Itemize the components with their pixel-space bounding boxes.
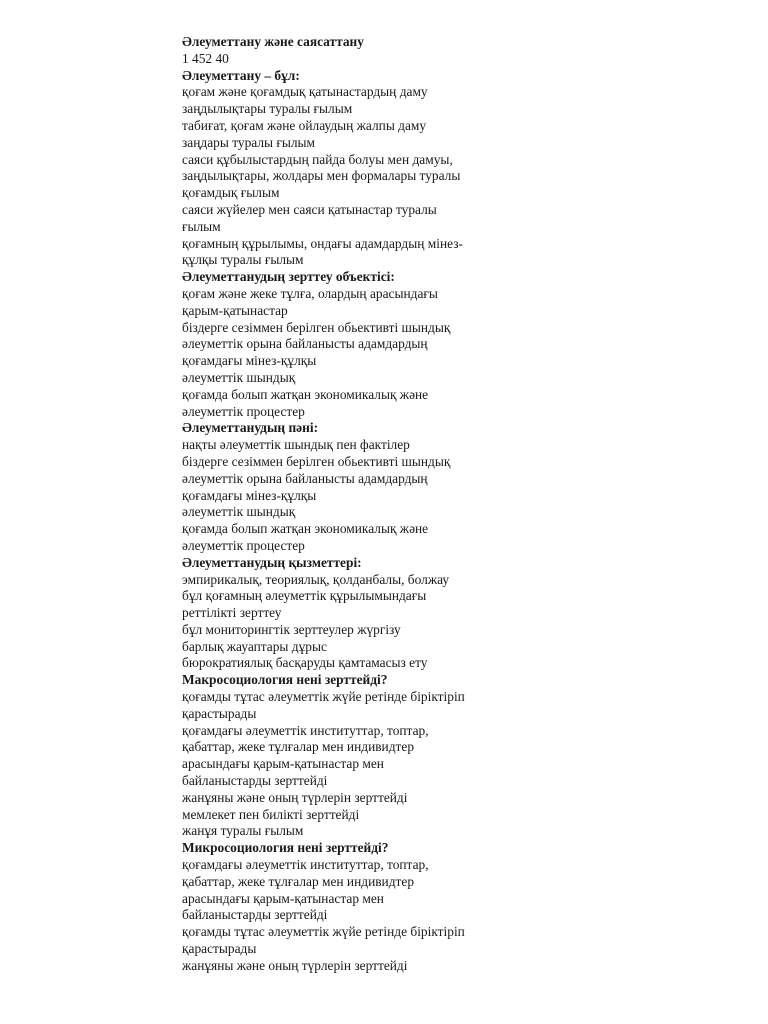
section-functions — [182, 555, 722, 673]
section-definition — [182, 68, 722, 270]
text-line: әлеуметтік процестер — [182, 403, 305, 419]
text-line: қоғам және жеке тұлға, олардың арасындағы — [182, 285, 438, 301]
text-line: заңдылықтары туралы ғылым — [182, 101, 353, 117]
text-line: саяси құбылыстардың пайда болуы мен дамуы, — [182, 151, 453, 167]
text-line: байланыстарды зерттейді — [182, 773, 328, 789]
text-line: заңдары туралы ғылым — [182, 134, 315, 150]
text-line: құлқы туралы ғылым — [182, 252, 304, 268]
section-heading: Әлеуметтанудың қызметтері: — [182, 554, 362, 570]
text-line: қарастырады — [182, 941, 257, 957]
document-title: Әлеуметтану және саясаттану — [182, 34, 364, 49]
text-line: қоғамдағы әлеуметтік институттар, топтар, — [182, 857, 429, 873]
text-line: нақты әлеуметтік шындық пен фактілер — [182, 437, 410, 453]
text-line: саяси жүйелер мен саяси қатынастар туралы — [182, 201, 437, 217]
text-line: әлеуметтік шындық — [182, 504, 296, 520]
text-line: біздерге сезіммен берілген обьективті шындық — [182, 453, 451, 469]
section-research-object — [182, 269, 722, 420]
text-line: қоғамды тұтас әлеуметтік жүйе ретінде біріктіріп — [182, 924, 465, 940]
text-line: бюрократиялық басқаруды қамтамасыз ету — [182, 655, 428, 671]
section-microsociology — [182, 840, 722, 974]
text-line: әлеуметтік орына байланысты адамдардың — [182, 336, 428, 352]
text-line: байланыстарды зерттейді — [182, 907, 328, 923]
text-line: арасындағы қарым-қатынастар мен — [182, 890, 384, 906]
text-line: бұл мониторингтік зерттеулер жүргізу — [182, 621, 401, 637]
section-heading: Макросоциология нені зерттейді? — [182, 672, 388, 688]
text-line: барлық жауаптары дұрыс — [182, 638, 327, 654]
text-line: бұл қоғамның әлеуметтік құрылымындағы — [182, 588, 427, 604]
text-line: жанұяны және оның түрлерін зерттейді — [182, 957, 408, 973]
text-line: қарым-қатынастар — [182, 302, 288, 318]
text-line: біздерге сезіммен берілген обьективті шындық — [182, 319, 451, 335]
text-line: қоғамда болып жатқан экономикалық және — [182, 386, 429, 402]
text-line: қоғамның құрылымы, ондағы адамдардың мінез- — [182, 235, 463, 251]
section-heading: Әлеуметтану – бұл: — [182, 67, 300, 83]
section-heading: Әлеуметтанудың пәні: — [182, 420, 319, 436]
document-page — [182, 34, 722, 975]
text-line: қоғамдағы мінез-құлқы — [182, 487, 317, 503]
text-line: жанұя туралы ғылым — [182, 823, 304, 839]
section-macrosociology — [182, 672, 722, 840]
section-subject — [182, 420, 722, 554]
text-line: қоғамдық ғылым — [182, 185, 280, 201]
text-line: реттілікті зерттеу — [182, 605, 282, 621]
text-line: қоғамды тұтас әлеуметтік жүйе ретінде біріктіріп — [182, 689, 465, 705]
document-code: 1 452 40 — [182, 50, 229, 66]
text-line: қабаттар, жеке тұлғалар мен индивидтер — [182, 739, 415, 755]
text-line: эмпирикалық, теориялық, қолданбалы, болжау — [182, 571, 450, 587]
text-line: әлеуметтік шындық — [182, 369, 296, 385]
text-line: әлеуметтік орына байланысты адамдардың — [182, 470, 428, 486]
text-line: қарастырады — [182, 705, 257, 721]
text-line: қоғамдағы әлеуметтік институттар, топтар, — [182, 722, 429, 738]
text-line: мемлекет пен билікті зерттейді — [182, 806, 360, 822]
text-line: қабаттар, жеке тұлғалар мен индивидтер — [182, 873, 415, 889]
text-line: табиғат, қоғам және ойлаудың жалпы даму — [182, 117, 427, 133]
text-line: әлеуметтік процестер — [182, 537, 305, 553]
text-line: ғылым — [182, 218, 221, 234]
text-line: қоғамдағы мінез-құлқы — [182, 353, 317, 369]
text-line: жанұяны және оның түрлерін зерттейді — [182, 789, 408, 805]
text-line: арасындағы қарым-қатынастар мен — [182, 756, 384, 772]
text-line: қоғамда болып жатқан экономикалық және — [182, 521, 429, 537]
section-heading: Микросоциология нені зерттейді? — [182, 840, 389, 856]
section-heading: Әлеуметтанудың зерттеу объектісі: — [182, 269, 395, 285]
text-line: заңдылықтары, жолдары мен формалары туралы — [182, 168, 461, 184]
text-line: қоғам және қоғамдық қатынастардың даму — [182, 84, 428, 100]
